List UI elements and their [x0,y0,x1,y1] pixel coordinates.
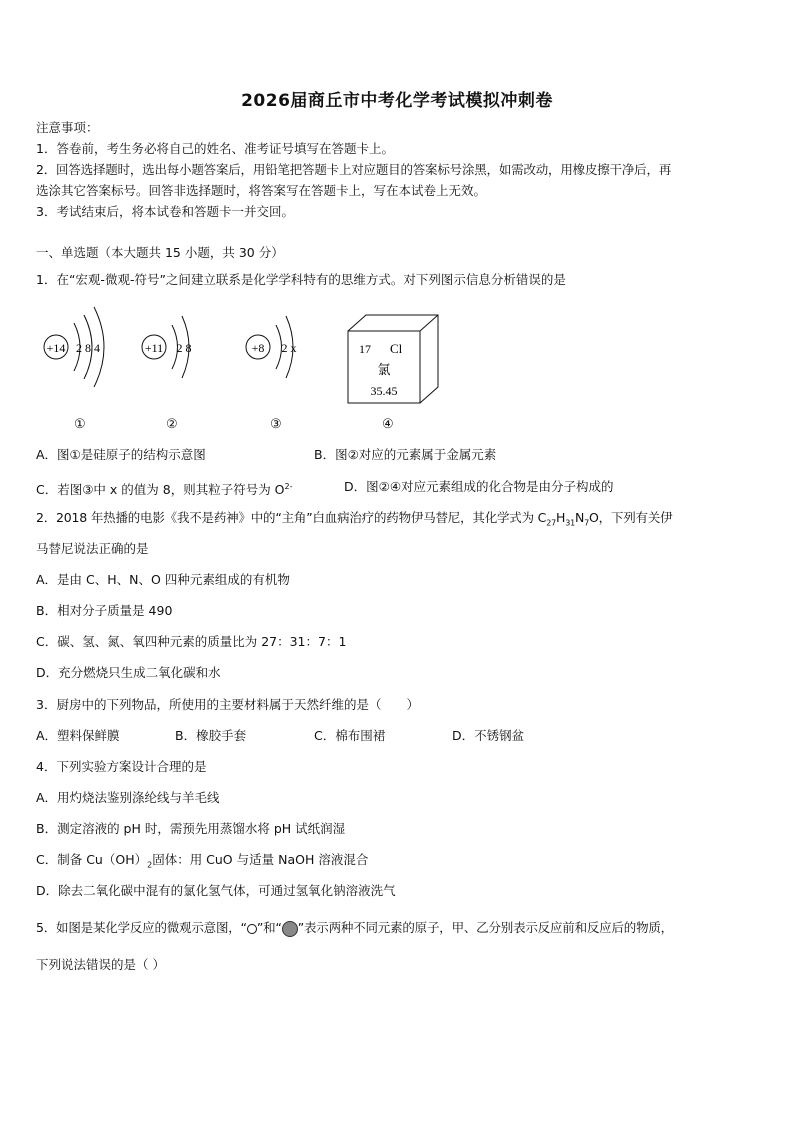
atom3-shells: 2 x [281,341,297,355]
q3-option-a: A．塑料保鲜膜 [36,728,120,743]
atom1-shells: 2 8 4 [76,341,100,355]
notice-item-2-cont: 选涂其它答案标号。回答非选择题时，将答案写在答题卡上，写在本试卷上无效。 [36,183,487,198]
q1-option-b: B．图②对应的元素属于金属元素 [314,447,497,462]
q4-option-c-sub: 2 [147,860,153,870]
fig-label-4: ④ [382,417,394,432]
q2-formula-n-symbol: N [574,510,585,525]
fig-label-2: ② [166,417,178,432]
q5-stem-mid: ”和“ [256,920,282,935]
q5-stem [36,919,764,937]
q3-option-b: B．橡胶手套 [175,728,247,743]
atom1-nucleus: +14 [46,341,66,355]
q5-stem-tail: ”表示两种不同元素的原子，甲、乙分别表示反应前和反应后的物质， [297,920,673,935]
q2-formula-n: 7 [584,518,590,528]
atom2-shells: 2 8 [176,341,192,355]
atom-diagram-3 [246,316,297,378]
q1-option-c [36,478,293,499]
q2-option-a: A．是由 C、H、N、O 四种元素组成的有机物 [36,572,290,587]
section-heading: 一、单选题（本大题共 15 小题，共 30 分） [36,245,284,260]
q2-option-d: D．充分燃烧只生成二氧化碳和水 [36,665,221,680]
q5-stem-text: 5．如图是某化学反应的微观示意图，“ [36,920,247,935]
element-mass: 35.45 [370,384,398,398]
q5-stem-cont: 下列说法错误的是（ ） [36,957,165,972]
q4-option-c-text: C．制备 Cu（OH） [36,852,148,867]
element-cell [348,315,438,403]
q2-formula-c: 27 [546,518,556,528]
q3-stem: 3．厨房中的下列物品，所使用的主要材料属于天然纤维的是（ ） [36,697,419,712]
element-symbol: Cl [390,341,403,356]
atom2-nucleus: +11 [144,341,164,355]
q1-figure [36,303,456,423]
notice-heading: 注意事项： [36,120,99,135]
q2-stem-cont: 马替尼说法正确的是 [36,541,149,556]
notice-item-1: 1．答卷前，考生务必将自己的姓名、准考证号填写在答题卡上。 [36,141,394,156]
q4-option-a: A．用灼烧法鉴别涤纶线与羊毛线 [36,790,220,805]
white-atom-icon [247,924,257,934]
q4-option-b: B．测定溶液的 pH 时，需预先用蒸馏水将 pH 试纸润湿 [36,821,346,836]
element-number: 17 [359,342,371,356]
q3-option-c: C．棉布围裙 [314,728,386,743]
q1-option-c-text: C．若图③中 x 的值为 8，则其粒子符号为 O [36,482,285,498]
notice-item-3: 3．考试结束后，将本试卷和答题卡一并交回。 [36,204,294,219]
gray-atom-icon [282,921,298,937]
fig-label-1: ① [74,417,86,432]
notice-item-2: 2．回答选择题时，选出每小题答案后，用铅笔把答题卡上对应题目的答案标号涂黑，如需改动，用橡皮擦干净后，再 [36,162,672,177]
q4-option-c [36,851,764,875]
q2-stem-text: 2．2018 年热播的电影《我不是药神》中的“主角”白血病治疗的药物伊马替尼，其化学式为 C [36,510,547,525]
element-name: 氯 [377,362,391,377]
atom-diagram-2 [142,316,192,378]
page-title: 2026届商丘市中考化学考试模拟冲刺卷 [241,91,553,111]
atom-diagram-1 [44,307,104,387]
fig-label-3: ③ [270,417,282,432]
q1-option-c-charge: 2- [284,482,293,491]
q3-option-d: D．不锈钢盆 [452,728,525,743]
q2-stem [36,509,764,533]
q1-option-d: D．图②④对应元素组成的化合物是由分子构成的 [344,479,614,494]
atom3-nucleus: +8 [251,341,265,355]
q2-option-c: C．碳、氢、氮、氧四种元素的质量比为 27：31：7：1 [36,634,347,649]
q4-option-c-rest: 固体：用 CuO 与适量 NaOH 溶液混合 [152,852,369,867]
q2-stem-tail: O，下列有关伊 [589,510,673,525]
q4-option-d: D．除去二氧化碳中混有的氯化氢气体，可通过氢氧化钠溶液洗气 [36,883,396,898]
q1-stem: 1．在“宏观-微观-符号”之间建立联系是化学学科特有的思维方式。对下列图示信息分析错误的是 [36,272,566,287]
q4-stem: 4．下列实验方案设计合理的是 [36,759,207,774]
q2-formula-h-symbol: H [555,510,566,525]
q1-option-a: A．图①是硅原子的结构示意图 [36,447,206,462]
q2-formula-h: 31 [565,518,575,528]
q2-option-b: B．相对分子质量是 490 [36,603,173,618]
